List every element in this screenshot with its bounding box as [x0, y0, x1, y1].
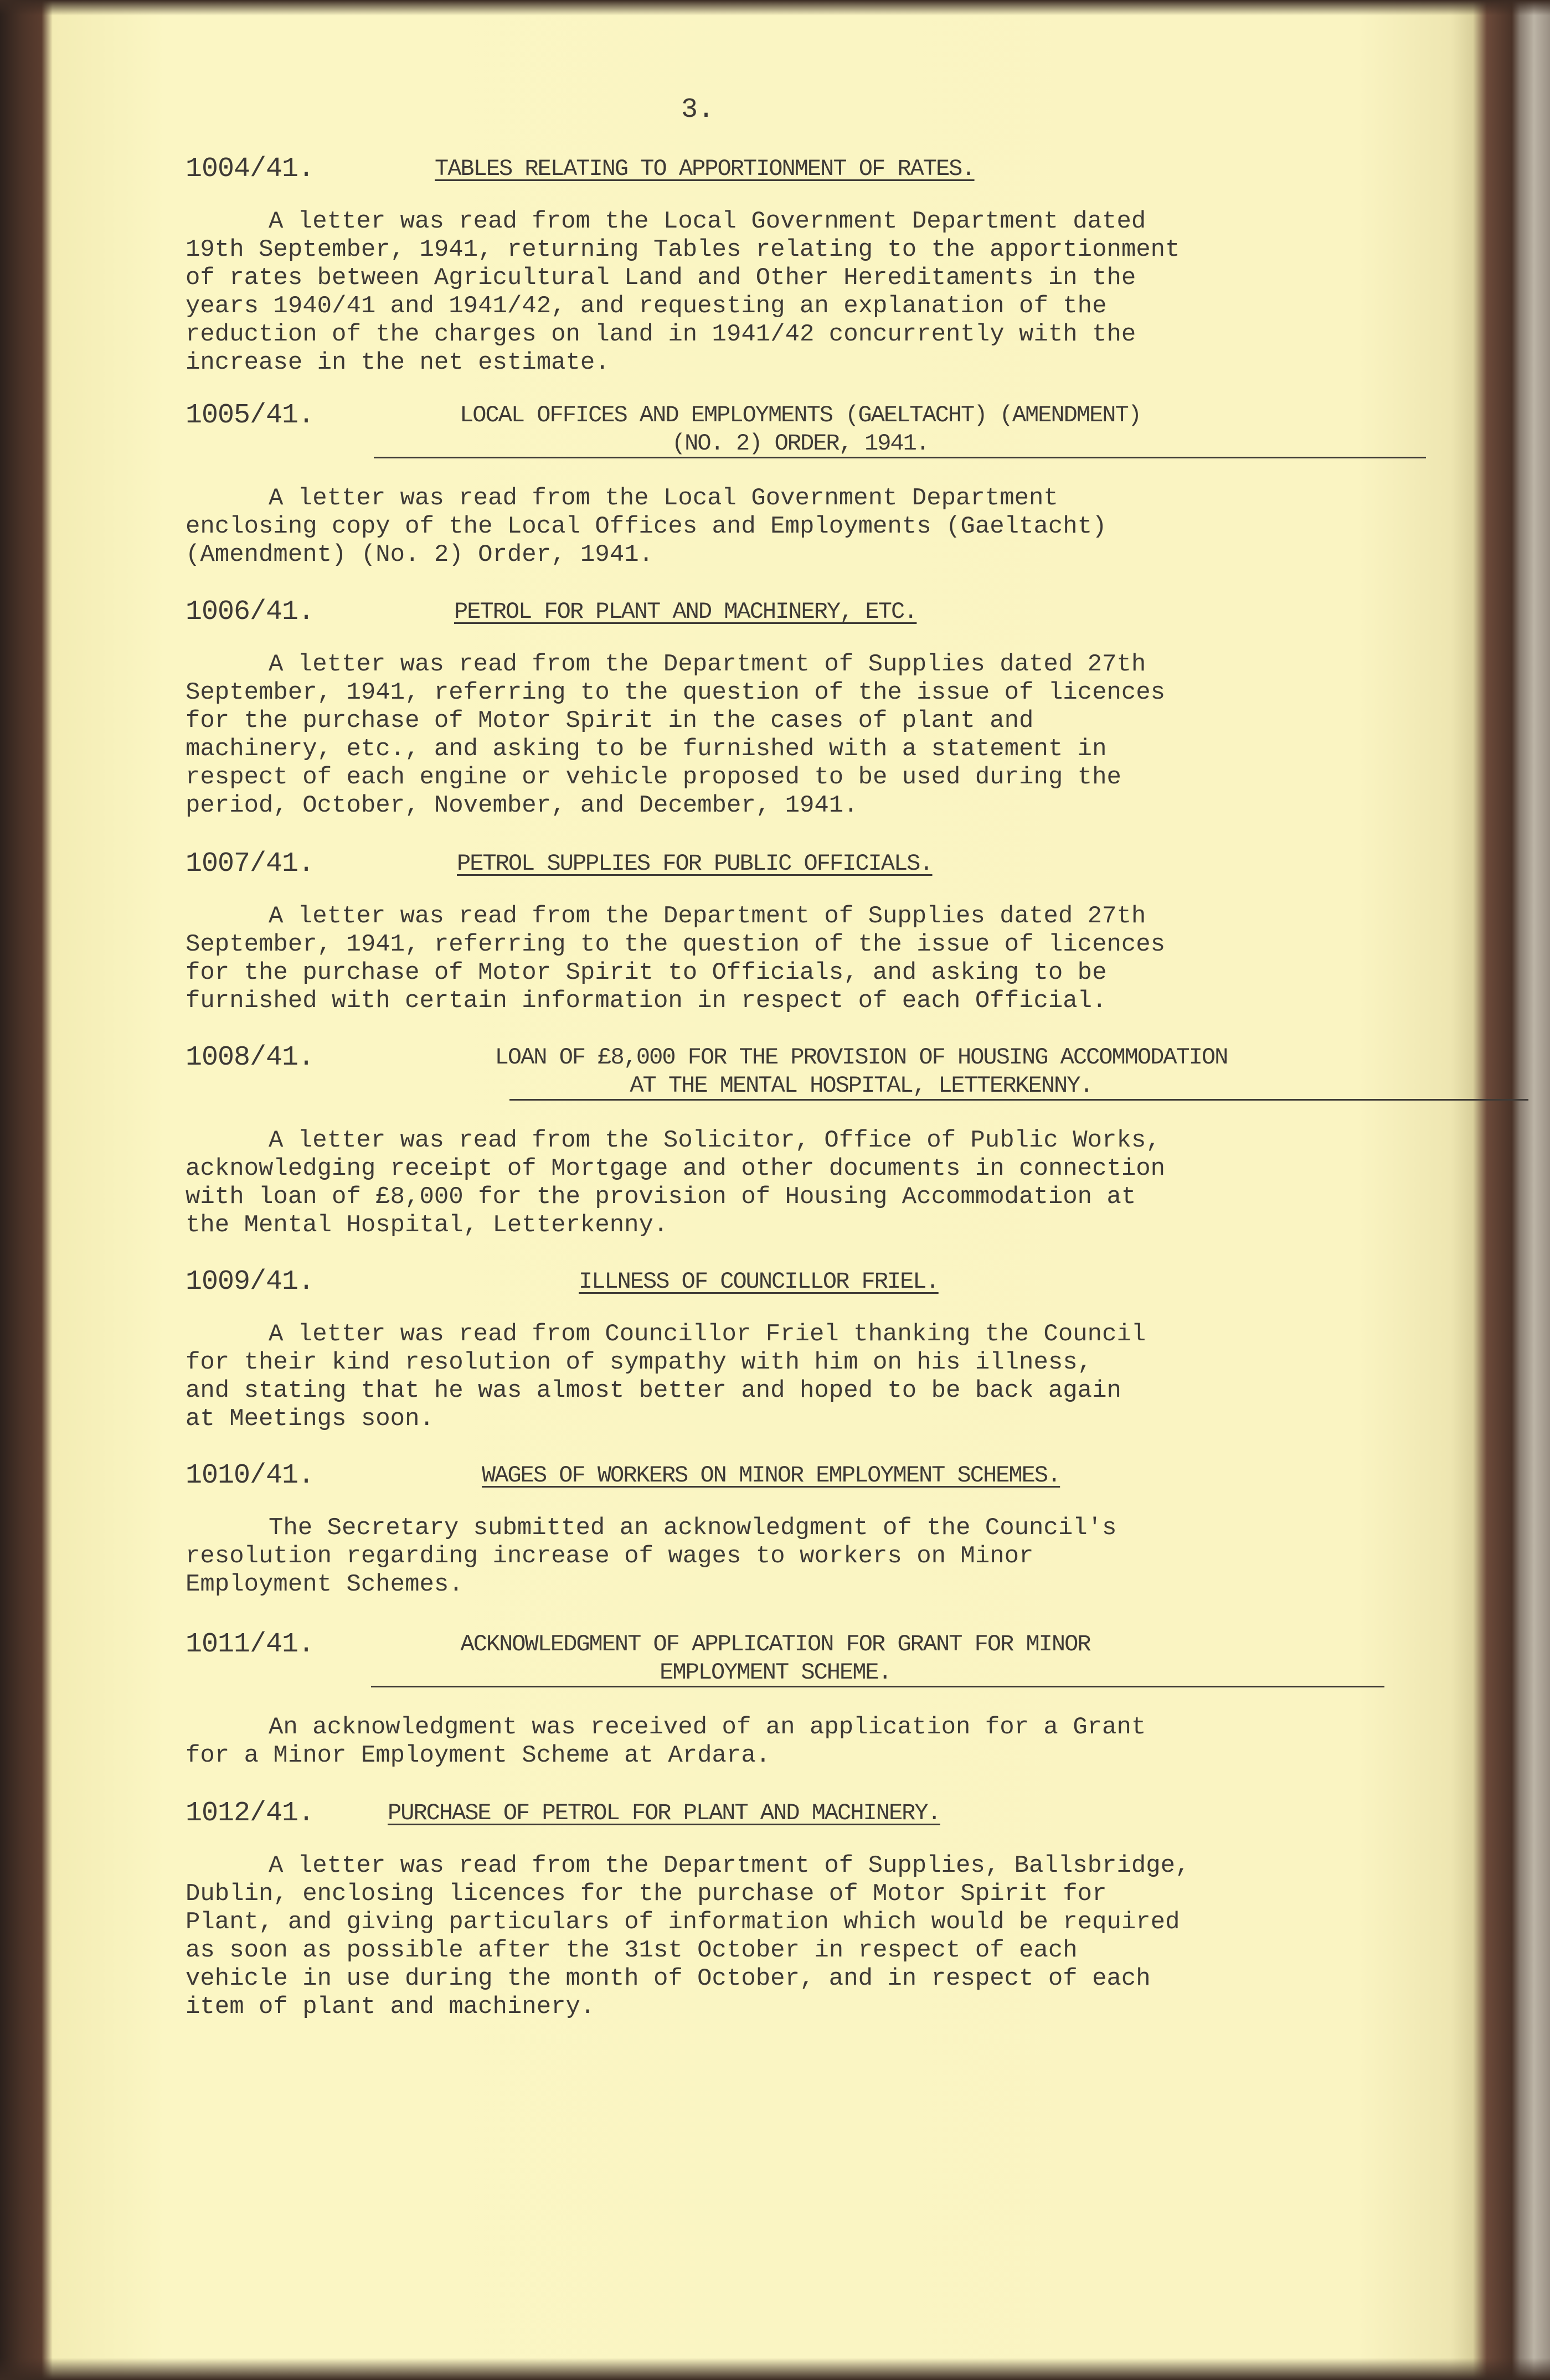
title-underline: [374, 457, 1426, 458]
body-line: A letter was read from the Local Government Department dated: [269, 208, 1146, 235]
minute-number: 1012/41.: [186, 1798, 315, 1829]
body-line: for the purchase of Motor Spirit to Officials, and asking to be: [186, 959, 1107, 987]
minute-body: [186, 1514, 1371, 1599]
body-line: The Secretary submitted an acknowledgment of the Council's: [269, 1514, 1117, 1542]
body-line: Dublin, enclosing licences for the purchase of Motor Spirit for: [186, 1880, 1107, 1908]
body-line: period, October, November, and December, 1941.: [186, 792, 858, 819]
page-bottom-shadow: [0, 2358, 1550, 2380]
minute-number: 1005/41.: [186, 400, 315, 431]
minute-body: [186, 651, 1371, 820]
body-line: enclosing copy of the Local Offices and Employments (Gaeltacht): [186, 513, 1107, 540]
body-line: for the purchase of Motor Spirit in the cases of plant and: [186, 707, 1034, 735]
body-line: A letter was read from the Solicitor, Office of Public Works,: [269, 1127, 1161, 1154]
body-line: years 1940/41 and 1941/42, and requesting an explanation of the: [186, 292, 1107, 320]
body-line: An acknowledgment was received of an application for a Grant: [269, 1713, 1146, 1741]
title-line: ACKNOWLEDGMENT OF APPLICATION FOR GRANT FOR MINOR: [460, 1631, 1090, 1658]
minute-title: TABLES RELATING TO APPORTIONMENT OF RATES.: [435, 156, 975, 182]
minute-title: PETROL SUPPLIES FOR PUBLIC OFFICIALS.: [457, 850, 933, 877]
minute-number: 1011/41.: [186, 1629, 315, 1660]
body-line: with loan of £8,000 for the provision of Housing Accommodation at: [186, 1183, 1136, 1211]
body-line: A letter was read from the Department of Supplies, Ballsbridge,: [269, 1852, 1190, 1880]
minute-title: PETROL FOR PLANT AND MACHINERY, ETC.: [454, 598, 917, 625]
title-underline: [371, 1686, 1384, 1687]
minute-body: [186, 1852, 1371, 2021]
body-line: September, 1941, referring to the question of the issue of licences: [186, 679, 1166, 706]
body-line: increase in the net estimate.: [186, 349, 610, 376]
body-line: Employment Schemes.: [186, 1571, 464, 1598]
minute-body: [186, 902, 1371, 1015]
body-line: Plant, and giving particulars of information which would be required: [186, 1908, 1180, 1936]
minute-title: PURCHASE OF PETROL FOR PLANT AND MACHINERY.: [388, 1800, 940, 1826]
page-number: 3.: [681, 94, 715, 126]
body-line: machinery, etc., and asking to be furnished with a statement in: [186, 735, 1107, 763]
body-line: acknowledging receipt of Mortgage and other documents in connection: [186, 1155, 1166, 1183]
body-line: resolution regarding increase of wages to workers on Minor: [186, 1542, 1034, 1570]
body-line: (Amendment) (No. 2) Order, 1941.: [186, 541, 653, 569]
body-line: for their kind resolution of sympathy with him on his illness,: [186, 1349, 1093, 1376]
minute-body: [186, 1320, 1371, 1433]
body-line: A letter was read from the Local Government Department: [269, 484, 1058, 512]
minute-number: 1006/41.: [186, 596, 315, 628]
body-line: vehicle in use during the month of October, and in respect of each: [186, 1965, 1151, 1992]
body-line: and stating that he was almost better and hoped to be back again: [186, 1377, 1121, 1405]
minute-body: [186, 208, 1371, 377]
minute-number: 1008/41.: [186, 1042, 315, 1073]
body-line: September, 1941, referring to the question of the issue of licences: [186, 931, 1166, 958]
title-line: (NO. 2) ORDER, 1941.: [671, 430, 929, 457]
minute-body: [186, 484, 1371, 569]
minute-title: [352, 401, 1249, 458]
minute-body: [186, 1713, 1371, 1770]
body-line: item of plant and machinery.: [186, 1993, 595, 2021]
title-underline: [509, 1099, 1528, 1101]
minute-number: 1004/41.: [186, 153, 315, 185]
minute-title: ILLNESS OF COUNCILLOR FRIEL.: [579, 1268, 939, 1295]
minute-number: 1007/41.: [186, 848, 315, 880]
minute-title: WAGES OF WORKERS ON MINOR EMPLOYMENT SCHEMES.: [482, 1462, 1060, 1489]
title-line: AT THE MENTAL HOSPITAL, LETTERKENNY.: [630, 1072, 1093, 1099]
title-line: EMPLOYMENT SCHEME.: [660, 1659, 891, 1686]
body-line: the Mental Hospital, Letterkenny.: [186, 1211, 668, 1239]
minute-title: [390, 1044, 1332, 1100]
page-top-shadow: [0, 0, 1550, 16]
body-line: respect of each engine or vehicle proposed to be used during the: [186, 763, 1121, 791]
minute-number: 1010/41.: [186, 1460, 315, 1491]
minute-title: [368, 1630, 1182, 1687]
body-line: as soon as possible after the 31st October in respect of each: [186, 1937, 1078, 1964]
body-line: for a Minor Employment Scheme at Ardara.: [186, 1742, 771, 1769]
body-line: A letter was read from Councillor Friel thanking the Council: [269, 1320, 1146, 1348]
body-line: reduction of the charges on land in 1941/42 concurrently with the: [186, 321, 1136, 348]
minute-number: 1009/41.: [186, 1266, 315, 1298]
body-line: A letter was read from the Department of Supplies dated 27th: [269, 902, 1146, 930]
body-line: at Meetings soon.: [186, 1405, 434, 1433]
body-line: of rates between Agricultural Land and Other Hereditaments in the: [186, 264, 1136, 292]
body-line: furnished with certain information in respect of each Official.: [186, 987, 1107, 1015]
minute-body: [186, 1127, 1371, 1240]
title-line: LOCAL OFFICES AND EMPLOYMENTS (GAELTACHT) (AMENDMENT): [460, 402, 1141, 428]
title-line: LOAN OF £8,000 FOR THE PROVISION OF HOUSING ACCOMMODATION: [495, 1044, 1228, 1071]
body-line: 19th September, 1941, returning Tables relating to the apportionment: [186, 236, 1180, 264]
body-line: A letter was read from the Department of Supplies dated 27th: [269, 651, 1146, 678]
